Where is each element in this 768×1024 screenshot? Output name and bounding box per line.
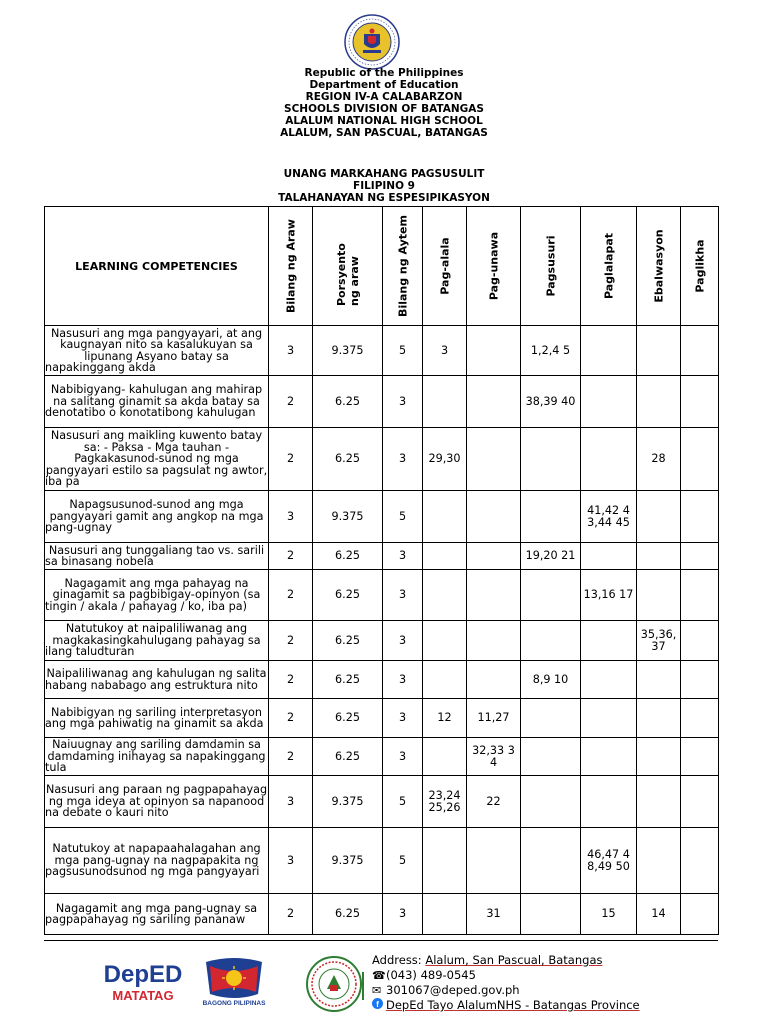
value-cell	[467, 570, 521, 621]
cell-value: 32,33 34	[472, 744, 515, 769]
cell-value: 9.375	[331, 794, 364, 808]
value-cell	[269, 699, 313, 738]
document-title	[0, 168, 768, 204]
value-cell	[269, 894, 313, 935]
value-cell	[637, 828, 681, 894]
competency-cell: Naiuugnay ang sariling damdamin sa damdaming inihayag sa napakinggang tula	[45, 738, 269, 776]
value-cell	[581, 894, 637, 935]
cell-value: 2	[286, 633, 295, 647]
competency-cell: Nasusuri ang mga pangyayari, at ang kaugnayan nito sa kasalukuyan sa lipunang Asyano batay sa napakinggang akda	[45, 326, 269, 376]
cell-value: 3	[398, 749, 407, 763]
value-cell	[383, 776, 423, 828]
header-line-5: ALALUM NATIONAL HIGH SCHOOL	[285, 115, 483, 127]
value-cell	[637, 894, 681, 935]
cell-value: 6.25	[335, 549, 360, 563]
cell-value: 9.375	[331, 509, 364, 523]
header-ebalwasyon: Ebalwasyon	[637, 207, 681, 326]
value-cell	[383, 326, 423, 376]
value-cell	[313, 776, 383, 828]
value-cell	[383, 661, 423, 699]
cell-value: 14	[651, 907, 666, 921]
value-cell	[423, 543, 467, 570]
email-icon: ✉	[372, 984, 382, 997]
competency-cell: Nasusuri ang maikling kuwento batay sa: - Paksa - Mga tauhan - Pagkakasunod-sunod ng mga pangyayari estilo sa pagsulat ng awtor, iba pa	[45, 428, 269, 491]
value-cell	[521, 776, 581, 828]
value-cell	[269, 776, 313, 828]
value-cell	[521, 894, 581, 935]
value-cell	[423, 326, 467, 376]
letterhead	[0, 67, 768, 139]
deped-matatag-logo	[103, 958, 183, 1008]
value-cell	[681, 738, 719, 776]
value-cell	[521, 621, 581, 661]
value-cell	[581, 326, 637, 376]
email-address[interactable]: 301067@deped.gov.ph	[386, 983, 520, 997]
cell-value: 41,42 43,44 45	[587, 504, 630, 529]
facebook-icon	[372, 998, 386, 1013]
cell-value: 22	[486, 794, 501, 808]
table-row	[45, 376, 719, 428]
value-cell	[383, 543, 423, 570]
table-row	[45, 570, 719, 621]
title-line-2: FILIPINO 9	[353, 180, 415, 192]
cell-value: 6.25	[335, 633, 360, 647]
value-cell	[637, 738, 681, 776]
cell-value: 15	[601, 907, 616, 921]
value-cell	[581, 699, 637, 738]
cell-value: 13,16 17	[583, 588, 634, 602]
cell-value: 9.375	[331, 343, 364, 357]
value-cell	[383, 491, 423, 543]
cell-value: 3	[398, 633, 407, 647]
phone-row	[372, 968, 640, 983]
table-row	[45, 428, 719, 491]
header-learning-competencies: LEARNING COMPETENCIES	[45, 207, 269, 326]
value-cell	[313, 543, 383, 570]
value-cell	[269, 543, 313, 570]
address-label: Address:	[372, 953, 422, 967]
deped-seal	[332, 14, 412, 70]
value-cell	[681, 376, 719, 428]
value-cell	[269, 428, 313, 491]
cell-value: 2	[286, 452, 295, 466]
value-cell	[313, 738, 383, 776]
value-cell	[423, 776, 467, 828]
cell-value: 9.375	[331, 853, 364, 867]
cell-value: 3	[398, 549, 407, 563]
cell-value: 2	[286, 749, 295, 763]
value-cell	[681, 491, 719, 543]
value-cell	[637, 776, 681, 828]
value-cell	[423, 828, 467, 894]
value-cell	[423, 699, 467, 738]
cell-value: 1,2,4 5	[530, 343, 571, 357]
value-cell	[467, 894, 521, 935]
value-cell	[637, 491, 681, 543]
value-cell	[269, 376, 313, 428]
table-row	[45, 776, 719, 828]
value-cell	[637, 699, 681, 738]
value-cell	[467, 699, 521, 738]
value-cell	[269, 570, 313, 621]
value-cell	[637, 543, 681, 570]
table-row	[45, 621, 719, 661]
table-row	[45, 699, 719, 738]
value-cell	[521, 828, 581, 894]
value-cell	[681, 543, 719, 570]
value-cell	[269, 621, 313, 661]
value-cell	[681, 661, 719, 699]
value-cell	[423, 570, 467, 621]
value-cell	[637, 570, 681, 621]
value-cell	[521, 570, 581, 621]
value-cell	[423, 491, 467, 543]
value-cell	[313, 326, 383, 376]
table-row	[45, 894, 719, 935]
header-line-4: SCHOOLS DIVISION OF BATANGAS	[284, 103, 484, 115]
value-cell	[467, 543, 521, 570]
value-cell	[637, 376, 681, 428]
cell-value: 6.25	[335, 588, 360, 602]
cell-value: 28	[651, 452, 666, 466]
value-cell	[269, 738, 313, 776]
table-row	[45, 828, 719, 894]
cell-value: 3	[286, 509, 295, 523]
school-seal-side-mark	[360, 966, 368, 1006]
cell-value: 6.25	[335, 452, 360, 466]
facebook-page[interactable]: DepEd Tayo AlalumNHS - Batangas Province	[386, 998, 640, 1012]
header-pag-alala: Pag-alala	[423, 207, 467, 326]
deped-logo-text: DepED	[103, 961, 183, 988]
value-cell	[467, 621, 521, 661]
value-cell	[521, 543, 581, 570]
value-cell	[467, 738, 521, 776]
table-row	[45, 543, 719, 570]
header-line-1: Republic of the Philippines	[304, 67, 464, 79]
value-cell	[637, 661, 681, 699]
email-row	[372, 983, 640, 998]
competency-cell: Nabibigyang- kahulugan ang mahirap na salitang ginamit sa akda batay sa denotatibo o konotatibong kahulugan	[45, 376, 269, 428]
value-cell	[383, 428, 423, 491]
table-row	[45, 326, 719, 376]
cell-value: 46,47 48,49 50	[587, 848, 630, 873]
cell-value: 3	[398, 394, 407, 408]
value-cell	[681, 894, 719, 935]
value-cell	[383, 738, 423, 776]
value-cell	[269, 661, 313, 699]
value-cell	[269, 491, 313, 543]
header-line-2: Department of Education	[309, 79, 459, 91]
header-pagsusuri: Pagsusuri	[521, 207, 581, 326]
value-cell	[423, 376, 467, 428]
value-cell	[637, 326, 681, 376]
cell-value: 6.25	[335, 711, 360, 725]
value-cell	[313, 828, 383, 894]
value-cell	[423, 428, 467, 491]
cell-value: 31	[486, 907, 501, 921]
value-cell	[581, 491, 637, 543]
table-header-row	[45, 207, 719, 326]
value-cell	[581, 661, 637, 699]
value-cell	[313, 570, 383, 621]
address-value: Alalum, San Pascual, Batangas	[425, 953, 603, 967]
value-cell	[681, 699, 719, 738]
value-cell	[313, 491, 383, 543]
value-cell	[383, 699, 423, 738]
table-row	[45, 491, 719, 543]
school-seal	[305, 955, 363, 1013]
cell-value: 3	[440, 343, 449, 357]
value-cell	[581, 776, 637, 828]
header-porsyento-ng-araw: Porsyento ng araw	[313, 207, 383, 326]
phone-icon: ☎	[372, 969, 386, 982]
value-cell	[521, 326, 581, 376]
cell-value: 35,36,37	[640, 628, 677, 653]
value-cell	[383, 376, 423, 428]
value-cell	[423, 738, 467, 776]
competency-cell: Nagagamit ang mga pang-ugnay sa pagpapahayag ng sariling pananaw	[45, 894, 269, 935]
value-cell	[581, 376, 637, 428]
value-cell	[581, 621, 637, 661]
footer-divider	[44, 940, 718, 941]
cell-value: 23,24 25,26	[428, 789, 461, 814]
value-cell	[681, 570, 719, 621]
value-cell	[467, 776, 521, 828]
value-cell	[681, 428, 719, 491]
cell-value: 6.25	[335, 749, 360, 763]
value-cell	[383, 894, 423, 935]
header-line-3: REGION IV-A CALABARZON	[305, 91, 463, 103]
cell-value: 3	[398, 711, 407, 725]
cell-value: 2	[286, 711, 295, 725]
cell-value: 2	[286, 907, 295, 921]
value-cell	[681, 776, 719, 828]
cell-value: 12	[437, 711, 452, 725]
value-cell	[581, 738, 637, 776]
competency-cell: Nasusuri ang paraan ng pagpapahayag ng mga ideya at opinyon sa napanood na debate o kauri nito	[45, 776, 269, 828]
value-cell	[637, 428, 681, 491]
value-cell	[383, 570, 423, 621]
cell-value: 3	[286, 343, 295, 357]
value-cell	[313, 661, 383, 699]
cell-value: 29,30	[428, 452, 461, 466]
cell-value: 3	[398, 907, 407, 921]
svg-text:f: f	[376, 999, 379, 1009]
bagong-logo-text: BAGONG PILIPINAS	[202, 1000, 266, 1007]
cell-value: 5	[398, 794, 407, 808]
cell-value: 6.25	[335, 907, 360, 921]
value-cell	[467, 828, 521, 894]
table-row	[45, 738, 719, 776]
specification-table	[44, 206, 719, 935]
competency-cell: Napagsusunod-sunod ang mga pangyayari gamit ang angkop na mga pang-ugnay	[45, 491, 269, 543]
value-cell	[581, 428, 637, 491]
value-cell	[681, 621, 719, 661]
cell-value: 6.25	[335, 672, 360, 686]
header-paglalapat: Paglalapat	[581, 207, 637, 326]
value-cell	[521, 738, 581, 776]
value-cell	[467, 326, 521, 376]
value-cell	[521, 428, 581, 491]
competency-cell: Natutukoy at napapaahalagahan ang mga pang-ugnay na nagpapakita ng pagsusunodsunod ng mga pangyayari	[45, 828, 269, 894]
value-cell	[383, 828, 423, 894]
value-cell	[269, 326, 313, 376]
value-cell	[269, 828, 313, 894]
cell-value: 19,20 21	[525, 549, 576, 563]
cell-value: 2	[286, 672, 295, 686]
value-cell	[681, 326, 719, 376]
phone-number: (043) 489-0545	[386, 968, 476, 982]
header-bilang-ng-araw: Bilang ng Araw	[269, 207, 313, 326]
cell-value: 5	[398, 509, 407, 523]
cell-value: 3	[286, 853, 295, 867]
value-cell	[423, 894, 467, 935]
facebook-row	[372, 998, 640, 1013]
title-line-3: TALAHANAYAN NG ESPESIPIKASYON	[278, 192, 490, 204]
value-cell	[467, 376, 521, 428]
contact-info	[372, 953, 640, 1013]
competency-cell: Natutukoy at naipaliliwanag ang magkakasingkahulugang pahayag sa ilang taludturan	[45, 621, 269, 661]
cell-value: 3	[398, 452, 407, 466]
competency-cell: Nasusuri ang tunggaliang tao vs. sarili sa binasang nobela	[45, 543, 269, 570]
value-cell	[581, 570, 637, 621]
cell-value: 8,9 10	[532, 672, 569, 686]
value-cell	[637, 621, 681, 661]
header-bilang-ng-aytem: Bilang ng Aytem	[383, 207, 423, 326]
address-row	[372, 953, 640, 968]
cell-value: 5	[398, 853, 407, 867]
value-cell	[423, 621, 467, 661]
value-cell	[467, 491, 521, 543]
value-cell	[581, 828, 637, 894]
cell-value: 3	[286, 794, 295, 808]
value-cell	[313, 699, 383, 738]
cell-value: 3	[398, 588, 407, 602]
cell-value: 6.25	[335, 394, 360, 408]
value-cell	[467, 428, 521, 491]
cell-value: 2	[286, 394, 295, 408]
matatag-logo-text: MATATAG	[112, 988, 174, 1003]
header-pag-unawa: Pag-unawa	[467, 207, 521, 326]
cell-value: 2	[286, 588, 295, 602]
value-cell	[521, 661, 581, 699]
header-line-6: ALALUM, SAN PASCUAL, BATANGAS	[280, 127, 488, 139]
value-cell	[467, 661, 521, 699]
value-cell	[521, 699, 581, 738]
value-cell	[313, 894, 383, 935]
value-cell	[681, 828, 719, 894]
cell-value: 38,39 40	[525, 394, 576, 408]
value-cell	[313, 376, 383, 428]
value-cell	[581, 543, 637, 570]
value-cell	[521, 376, 581, 428]
table-row	[45, 661, 719, 699]
competency-cell: Nabibigyan ng sariling interpretasyon ang mga pahiwatig na ginamit sa akda	[45, 699, 269, 738]
title-line-1: UNANG MARKAHANG PAGSUSULIT	[283, 168, 485, 180]
cell-value: 2	[286, 549, 295, 563]
competency-cell: Nagagamit ang mga pahayag na ginagamit sa pagbibigay-opinyon (sa tingin / akala / pahayag / ko, iba pa)	[45, 570, 269, 621]
cell-value: 3	[398, 672, 407, 686]
cell-value: 5	[398, 343, 407, 357]
value-cell	[313, 428, 383, 491]
header-paglikha: Paglikha	[681, 207, 719, 326]
cell-value: 11,27	[477, 711, 510, 725]
value-cell	[423, 661, 467, 699]
value-cell	[521, 491, 581, 543]
value-cell	[313, 621, 383, 661]
competency-cell: Naipaliliwanag ang kahulugan ng salita habang nababago ang estruktura nito	[45, 661, 269, 699]
value-cell	[383, 621, 423, 661]
bagong-pilipinas-logo	[198, 956, 270, 1008]
